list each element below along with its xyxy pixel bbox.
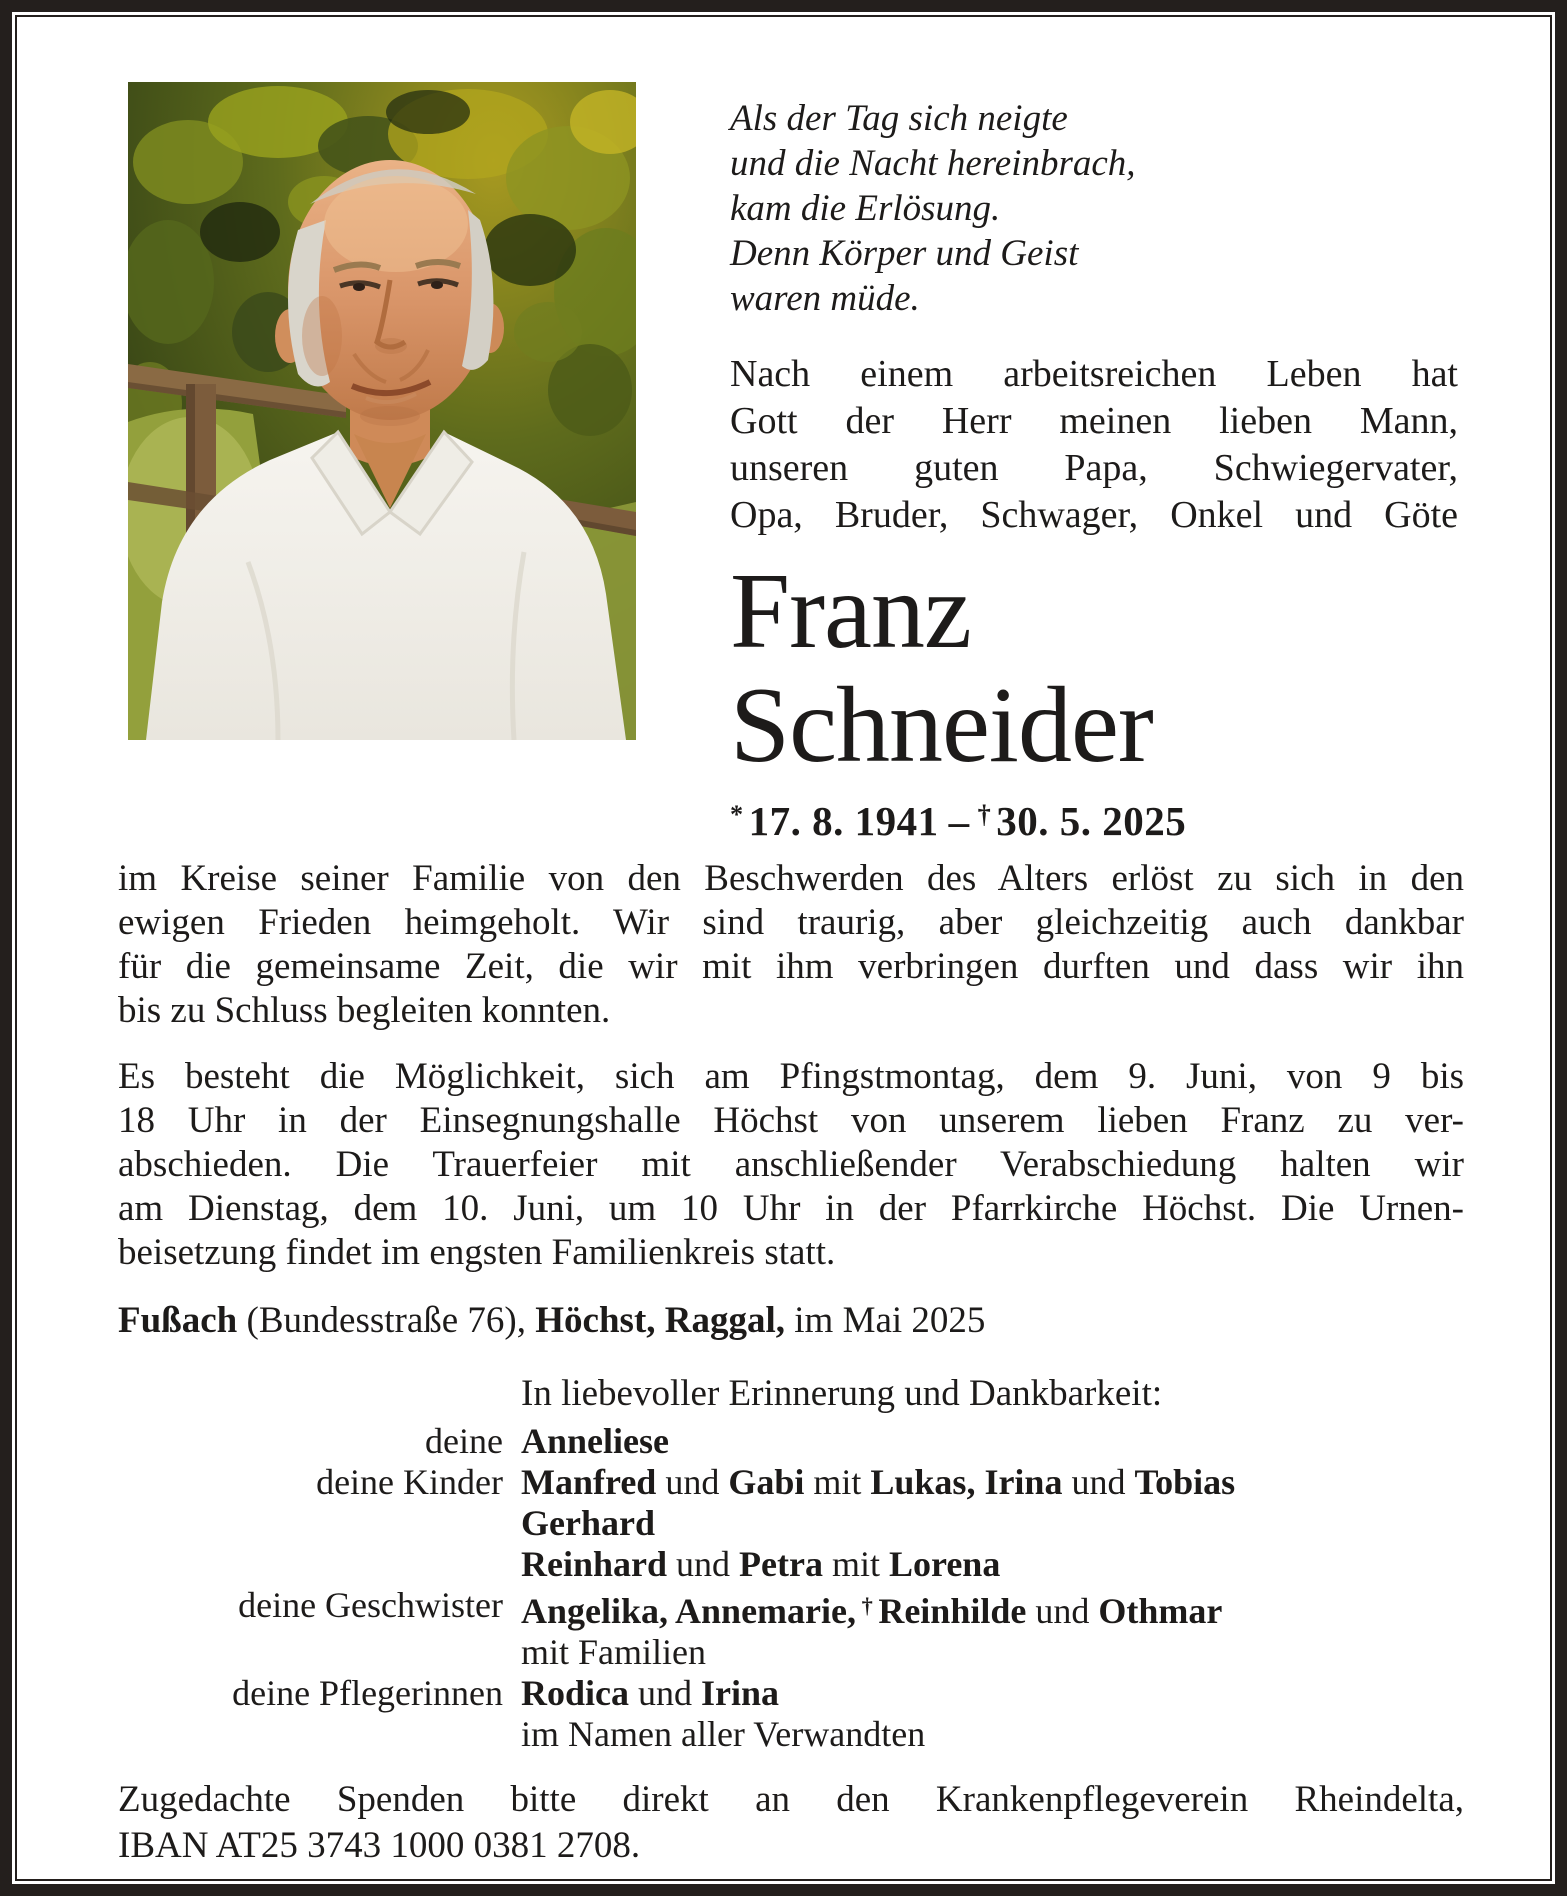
text-segment: und xyxy=(1026,1591,1099,1632)
text-line: Nach einem arbeitsreichen Leben hat xyxy=(730,353,1458,395)
death-dagger-symbol: † xyxy=(977,800,992,830)
text-segment: Manfred xyxy=(521,1462,657,1502)
text-segment: Tobias xyxy=(1134,1462,1236,1502)
text-line: beisetzung findet im engsten Familienkreis statt. xyxy=(118,1232,836,1273)
deceased-last-name: Schneider xyxy=(730,666,1153,785)
remembrance-row-names xyxy=(521,1714,1464,1755)
text-segment: Angelika, Annemarie, xyxy=(521,1591,857,1632)
text-segment: und xyxy=(1062,1462,1135,1502)
remembrance-heading: In liebevoller Erinnerung und Dankbarkeit: xyxy=(521,1373,1163,1414)
remembrance-row-names xyxy=(521,1544,1464,1585)
remembrance-row-names xyxy=(521,1585,1464,1632)
deceased-first-name: Franz xyxy=(730,552,971,671)
text-line: und die Nacht hereinbrach, xyxy=(730,143,1136,184)
text-segment: (Bundesstraße 76), xyxy=(237,1300,536,1341)
text-segment: und xyxy=(629,1673,701,1714)
text-segment: Lukas, Irina xyxy=(870,1462,1063,1502)
text-segment: mit xyxy=(804,1462,871,1502)
remembrance-list xyxy=(118,1421,1464,1755)
text-segment: Petra xyxy=(739,1544,823,1584)
remembrance-row-label xyxy=(118,1714,503,1755)
remembrance-row-names xyxy=(521,1421,1464,1462)
text-line: Denn Körper und Geist xyxy=(730,233,1079,274)
condolence-paragraph xyxy=(118,857,1464,1033)
death-date: 30. 5. 2025 xyxy=(996,798,1187,844)
deceased-name xyxy=(730,552,1458,785)
text-segment: und xyxy=(656,1462,729,1502)
top-section xyxy=(118,82,1464,857)
remembrance-row-names xyxy=(521,1673,1464,1714)
remembrance-row-label: deine Geschwister xyxy=(238,1585,503,1625)
text-segment: im Mai 2025 xyxy=(785,1300,986,1341)
remembrance-row-names xyxy=(521,1632,1464,1673)
obituary-content xyxy=(118,82,1464,1884)
text-segment: Irina xyxy=(701,1673,780,1714)
text-line: bis zu Schluss begleiten konnten. xyxy=(118,990,611,1031)
intro-paragraph xyxy=(730,351,1458,539)
right-column xyxy=(730,96,1458,845)
remembrance-row-label xyxy=(118,1632,503,1673)
text-line: im Kreise seiner Familie von den Beschwerden des Alters erlöst zu sich in den xyxy=(118,858,1464,899)
remembrance-row-names xyxy=(521,1503,1464,1544)
text-line: am Dienstag, dem 10. Juni, um 10 Uhr in der Pfarrkirche Höchst. Die Urnen- xyxy=(118,1188,1464,1229)
text-segment: † xyxy=(856,1593,879,1618)
text-segment: mit Familien xyxy=(521,1632,706,1673)
text-line: Zugedachte Spenden bitte direkt an den Krankenpflegeverein Rheindelta, xyxy=(118,1779,1464,1821)
text-segment: Rodica xyxy=(521,1673,629,1714)
text-line: 18 Uhr in der Einsegnungshalle Höchst von unserem lieben Franz zu ver- xyxy=(118,1100,1464,1141)
location-date-line xyxy=(118,1299,1464,1342)
text-line: unseren guten Papa, Schwiegervater, xyxy=(730,447,1458,489)
text-segment: Gerhard xyxy=(521,1503,655,1543)
text-segment: mit xyxy=(822,1544,889,1584)
text-line: für die gemeinsame Zeit, die wir mit ihm verbringen durften und dass wir ihn xyxy=(118,946,1464,987)
text-line: Gott der Herr meinen lieben Mann, xyxy=(730,400,1458,442)
text-line: ewigen Frieden heimgeholt. Wir sind traurig, aber gleichzeitig auch dankbar xyxy=(118,902,1464,943)
text-line: abschieden. Die Trauerfeier mit anschließender Verabschiedung halten wir xyxy=(118,1144,1464,1185)
donation-paragraph xyxy=(118,1777,1464,1869)
remembrance-row-label xyxy=(118,1503,503,1544)
portrait-photo-illustration xyxy=(128,82,636,740)
remembrance-row-names xyxy=(521,1462,1464,1503)
life-dates xyxy=(730,797,1458,845)
funeral-paragraph xyxy=(118,1055,1464,1275)
remembrance-row-label: deine xyxy=(425,1421,503,1461)
dates-separator: – xyxy=(948,798,970,844)
text-line: Als der Tag sich neigte xyxy=(730,98,1068,139)
text-segment: Fußach xyxy=(118,1300,238,1341)
text-line: waren müde. xyxy=(730,278,920,319)
text-segment: Lorena xyxy=(888,1544,1001,1584)
text-segment: und xyxy=(667,1544,740,1584)
text-segment: Othmar xyxy=(1098,1591,1223,1632)
obituary-page xyxy=(12,12,1555,1884)
text-segment: Anneliese xyxy=(521,1421,669,1461)
birth-star-symbol: * xyxy=(730,800,744,830)
remembrance-row-label xyxy=(118,1544,503,1585)
text-line: Es besteht die Möglichkeit, sich am Pfingstmontag, dem 9. Juni, von 9 bis xyxy=(118,1056,1464,1097)
remembrance-row-label: deine Kinder xyxy=(316,1462,503,1502)
text-line: IBAN AT25 3743 1000 0381 2708. xyxy=(118,1825,641,1867)
remembrance-row-label: deine Pflegerinnen xyxy=(232,1673,503,1714)
portrait-photo xyxy=(128,82,636,740)
text-line: Opa, Bruder, Schwager, Onkel und Göte xyxy=(730,494,1458,536)
text-segment: Höchst, Raggal, xyxy=(535,1300,786,1341)
text-segment: Reinhilde xyxy=(878,1591,1027,1632)
text-line: kam die Erlösung. xyxy=(730,188,1001,229)
birth-date: 17. 8. 1941 xyxy=(748,798,939,844)
memorial-poem xyxy=(730,96,1458,321)
text-segment: Gabi xyxy=(728,1462,805,1502)
text-segment: Reinhard xyxy=(521,1544,668,1584)
text-segment: im Namen aller Verwandten xyxy=(521,1714,926,1755)
